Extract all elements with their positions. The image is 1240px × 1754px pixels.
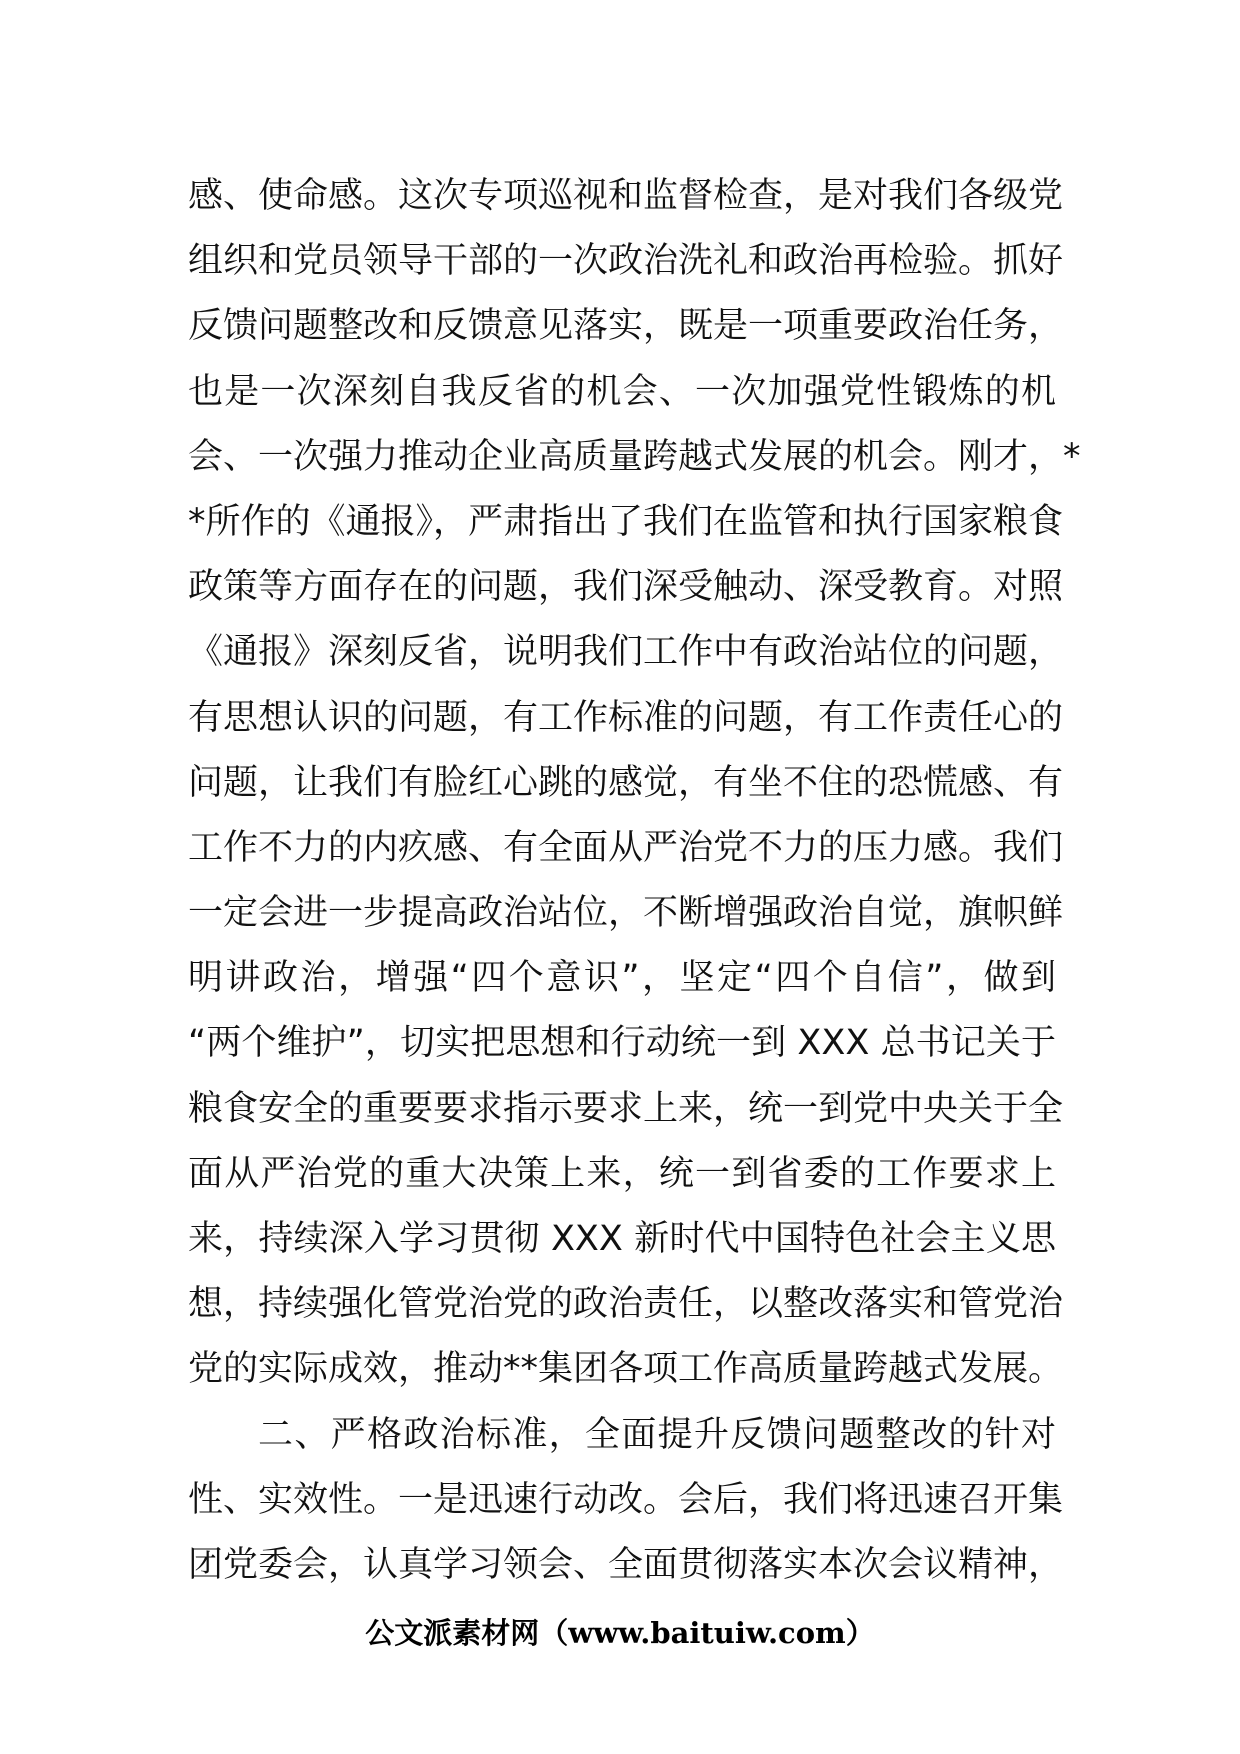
text-line: 问题，让我们有脸红心跳的感觉，有坐不住的恐慌感、有 (188, 762, 1064, 803)
paragraph-last-line: 党的实际成效，推动**集团各项工作高质量跨越式发展。 (188, 1349, 1064, 1390)
text-line: 来，持续深入学习贯彻 XXX 新时代中国特色社会主义思 (188, 1219, 1056, 1259)
text-line: 《通报》深刻反省，说明我们工作中有政治站位的问题， (188, 632, 1064, 673)
text-line: 团党委会，认真学习领会、全面贯彻落实本次会议精神， (188, 1544, 1064, 1585)
document-body (188, 164, 1081, 1598)
text-line: 政策等方面存在的问题，我们深受触动、深受教育。对照 (188, 567, 1064, 608)
text-line: 工作不力的内疚感、有全面从严治党不力的压力感。我们 (188, 827, 1064, 868)
text-line: 组织和党员领导干部的一次政治洗礼和政治再检验。抓好 (188, 241, 1064, 282)
text-line: 面从严治党的重大决策上来，统一到省委的工作要求上 (188, 1153, 1056, 1194)
text-line: 也是一次深刻自我反省的机会、一次加强党性锻炼的机 (188, 371, 1056, 412)
footer-watermark: 公文派素材网（www.baituiw.com） (365, 1616, 875, 1650)
text-line: 明讲政治，增强“四个意识”，坚定“四个自信”，做到 (188, 958, 1056, 999)
text-line: 性、实效性。一是迅速行动改。会后，我们将迅速召开集 (188, 1479, 1064, 1520)
text-line: 想，持续强化管党治党的政治责任，以整改落实和管党治 (188, 1284, 1064, 1325)
text-line: 反馈问题整改和反馈意见落实，既是一项重要政治任务， (188, 306, 1064, 347)
text-line: 一定会进一步提高政治站位，不断增强政治自觉，旗帜鲜 (188, 893, 1064, 934)
section-heading-line: 二、严格政治标准，全面提升反馈问题整改的针对 (258, 1414, 1056, 1455)
text-line: 感、使命感。这次专项巡视和监督检查，是对我们各级党 (188, 176, 1064, 216)
text-line: 粮食安全的重要要求指示要求上来，统一到党中央关于全 (188, 1088, 1064, 1129)
text-line: 会、一次强力推动企业高质量跨越式发展的机会。刚才，* (188, 436, 1081, 477)
text-line: *所作的《通报》，严肃指出了我们在监管和执行国家粮食 (188, 501, 1064, 542)
text-line: 有思想认识的问题，有工作标准的问题，有工作责任心的 (188, 697, 1064, 738)
text-line: “两个维护”，切实把思想和行动统一到 XXX 总书记关于 (188, 1023, 1056, 1064)
